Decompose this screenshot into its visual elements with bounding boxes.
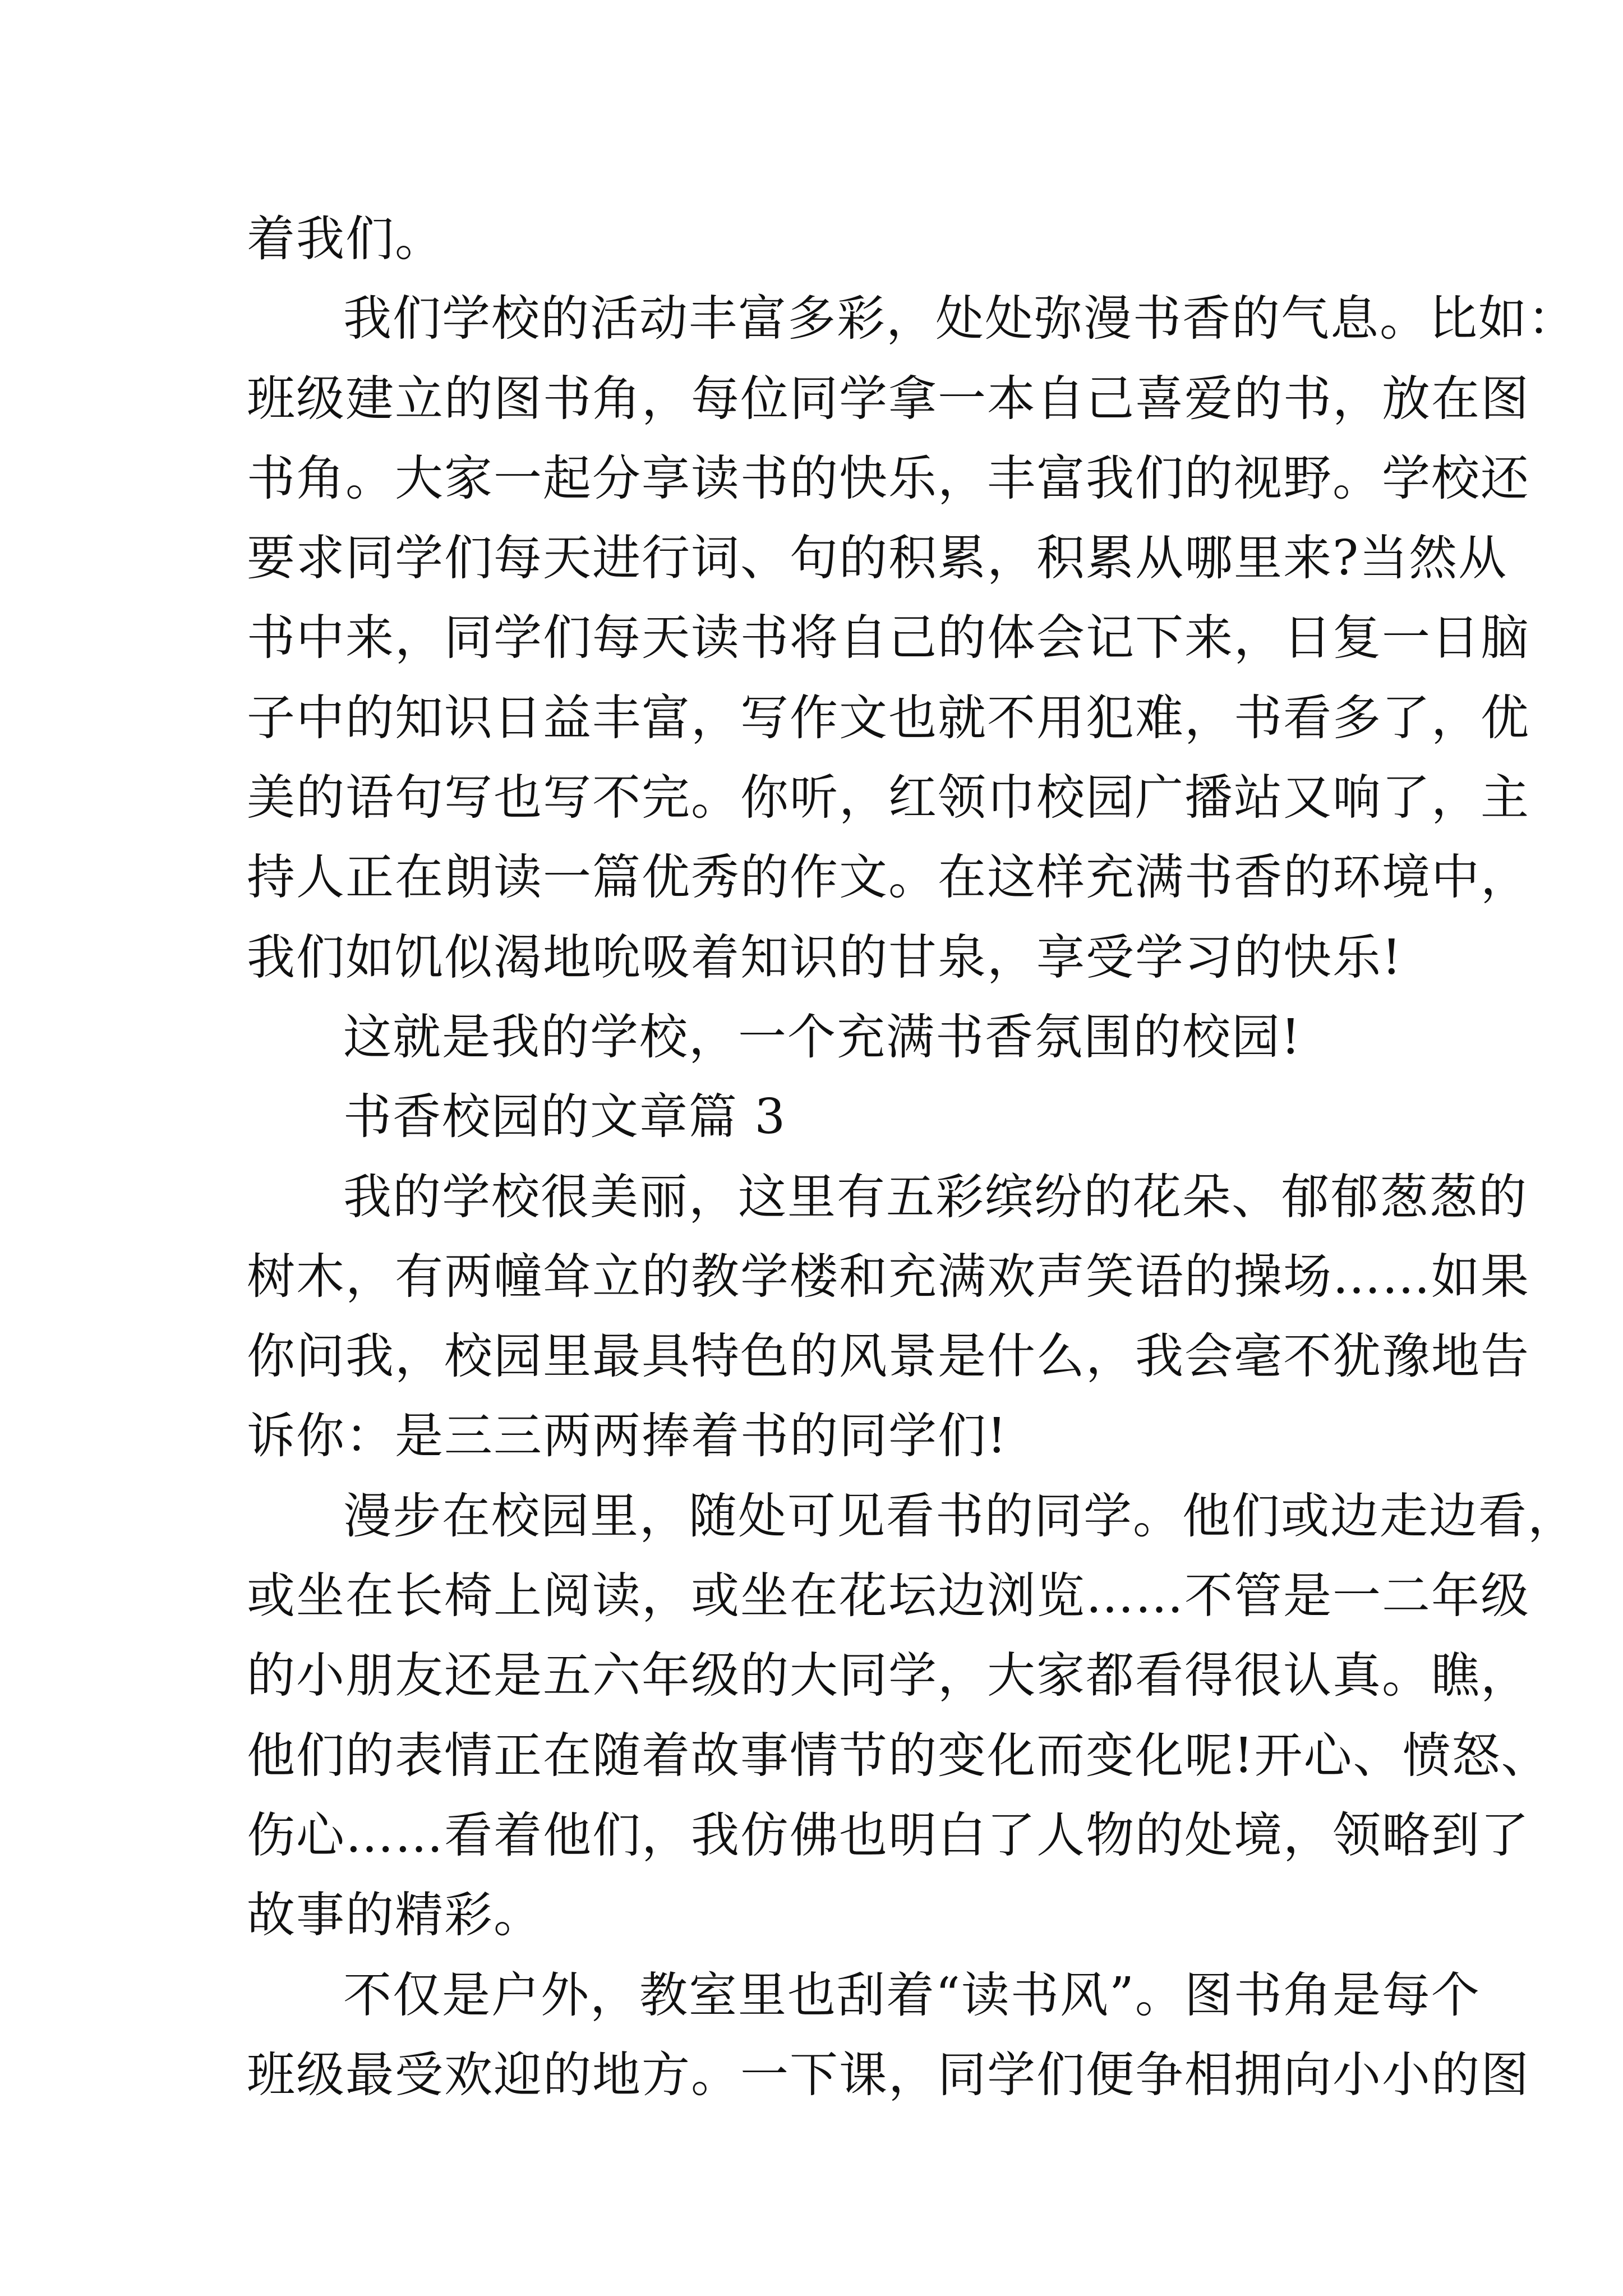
document-body xyxy=(247,199,1577,2115)
text-line: 班级最受欢迎的地方。一下课，同学们便争相拥向小小的图 xyxy=(247,2046,1530,2103)
text-line: 我们如饥似渴地吮吸着知识的甘泉，享受学习的快乐! xyxy=(247,929,1403,986)
section-heading: 书香校园的文章篇 3 xyxy=(343,1089,787,1145)
text-line: 或坐在长椅上阅读，或坐在花坛边浏览……不管是一二年级 xyxy=(247,1568,1530,1625)
text-line: 的小朋友还是五六年级的大同学，大家都看得很认真。瞧， xyxy=(247,1648,1530,1704)
text-line: 持人正在朗读一篇优秀的作文。在这样充满书香的环境中， xyxy=(247,849,1530,906)
paragraph-first-line: 这就是我的学校，一个充满书香氛围的校园! xyxy=(343,1009,1302,1065)
text-line: 故事的精彩。 xyxy=(247,1887,543,1944)
paragraph-first-line: 不仅是户外，教室里也刮着“读书风”。图书角是每个 xyxy=(343,1967,1481,2023)
text-line: 班级建立的图书角，每位同学拿一本自己喜爱的书，放在图 xyxy=(247,370,1530,427)
text-line: 要求同学们每天进行词、句的积累，积累从哪里来?当然从 xyxy=(247,530,1508,587)
text-line: 美的语句写也写不完。你听，红领巾校园广播站又响了，主 xyxy=(247,770,1530,826)
text-line: 你问我，校园里最具特色的风景是什么，我会毫不犹豫地告 xyxy=(247,1328,1530,1385)
text-line: 书角。大家一起分享读书的快乐，丰富我们的视野。学校还 xyxy=(247,450,1530,507)
text-line: 他们的表情正在随着故事情节的变化而变化呢!开心、愤怒、 xyxy=(247,1727,1551,1784)
paragraph-first-line: 我的学校很美丽，这里有五彩缤纷的花朵、郁郁葱葱的 xyxy=(343,1168,1528,1225)
text-line: 树木，有两幢耸立的教学楼和充满欢声笑语的操场……如果 xyxy=(247,1248,1530,1305)
text-line: 子中的知识日益丰富，写作文也就不用犯难，书看多了，优 xyxy=(247,689,1530,746)
text-line: 伤心……看着他们，我仿佛也明白了人物的处境，领略到了 xyxy=(247,1807,1530,1864)
paragraph-first-line: 漫步在校园里，随处可见看书的同学。他们或边走边看， xyxy=(343,1488,1577,1544)
paragraph-first-line: 我们学校的活动丰富多彩，处处弥漫书香的气息。比如： xyxy=(343,291,1577,347)
text-line: 诉你：是三三两两捧着书的同学们! xyxy=(247,1408,1008,1465)
text-line: 书中来，同学们每天读书将自己的体会记下来，日复一日脑 xyxy=(247,610,1530,666)
text-line: 着我们。 xyxy=(247,211,444,267)
